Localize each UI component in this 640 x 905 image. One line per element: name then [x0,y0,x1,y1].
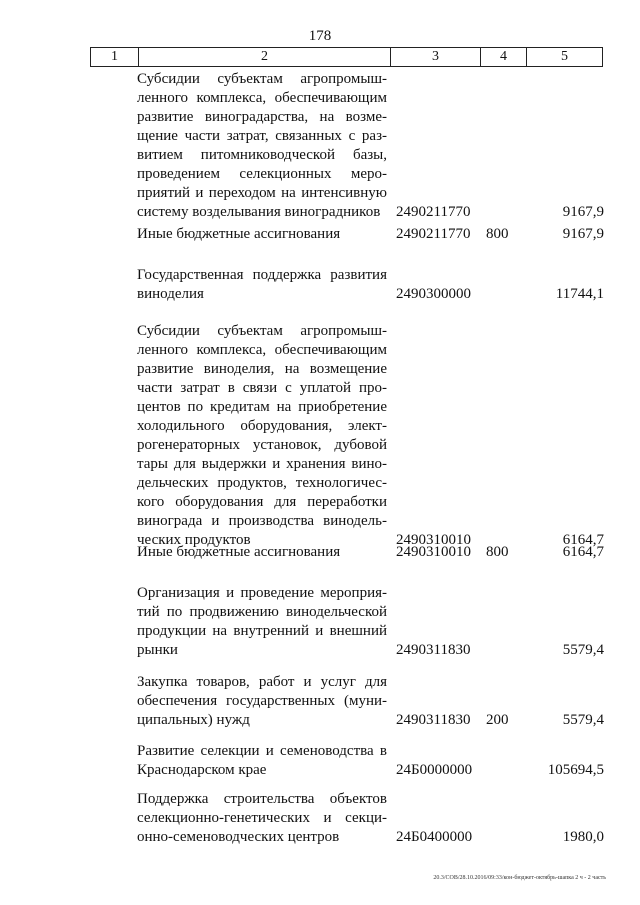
row-amount: 9167,9 [562,204,604,220]
row-description [137,225,387,244]
row-code: 2490300000 [396,286,471,302]
row-expense-type: 200 [486,712,509,728]
row-amount: 105694,5 [547,762,604,778]
row-description-line: развитие виноградарства, на возме- [137,109,387,125]
row-expense-type: 800 [486,226,509,242]
row-description-line: Государственная поддержка развития [137,267,387,283]
row-description [137,266,387,304]
row-code: 2490311830 [396,712,471,728]
row-description-line: виноделия [137,286,204,302]
row-description [137,790,387,847]
row-description-line: продукции на внутренний и внешний [137,623,387,639]
row-description [137,322,387,550]
row-code: 2490211770 [396,204,471,220]
row-amount: 6164,7 [562,532,604,548]
row-amount: 1980,0 [562,829,604,845]
row-description-line: Закупка товаров, работ и услуг для [137,674,387,690]
row-description [137,673,387,730]
row-code: 2490310010 [396,544,471,560]
row-code: 24Б0000000 [396,762,473,778]
row-description [137,543,387,562]
row-code: 24Б0400000 [396,829,473,845]
row-description-line: витием питомниководческой базы, [137,147,387,163]
row-description-line: щение части затрат, связанных с раз- [137,128,387,144]
row-description-line: центов по кредитам на приобретение [137,399,387,415]
row-description-line: рогенераторных установок, дубовой [137,437,387,453]
row-description-line: Краснодарском крае [137,762,267,778]
row-description-line: проведением селекционных меро- [137,166,387,182]
row-amount: 6164,7 [562,544,604,560]
row-description [137,584,387,660]
row-expense-type: 800 [486,544,509,560]
column-header-3: 3 [391,48,481,67]
row-description-line: ленного комплекса, обеспечивающим [137,90,387,106]
row-description-line: винограда и производства винодель- [137,513,387,529]
row-description-line: ленного комплекса, обеспечивающим [137,342,387,358]
row-description-line: развитие виноделия, на возмещение [137,361,387,377]
column-header-4: 4 [481,48,527,67]
column-header-2: 2 [139,48,391,67]
row-description-line: Субсидии субъектам агропромыш- [137,71,387,87]
row-description-line: Организация и проведение мероприя- [137,585,387,601]
row-description-line: селекционно-генетических и секци- [137,810,387,826]
row-description-line: тий по продвижению винодельческой [137,604,387,620]
row-description-line: приятий и переходом на интенсивную [137,185,387,201]
row-amount: 5579,4 [562,642,604,658]
row-amount: 5579,4 [562,712,604,728]
row-description-line: дельческих продуктов, технологичес- [137,475,387,491]
footer-file-note: 20.3/СОВ/28.10.2016/09:33/кон-бюджет-октябрь-шапка 2 ч - 2 часть [433,875,606,881]
row-description-line: обеспечения государственных (муни- [137,693,387,709]
row-code: 2490310010 [396,532,471,548]
row-description-line: Поддержка строительства объектов [137,791,387,807]
row-amount: 11744,1 [555,286,604,302]
row-amount: 9167,9 [562,226,604,242]
row-description-line: систему возделывания виноградников [137,204,381,220]
page-number: 178 [308,28,332,44]
row-description-line: онно-семеноводческих центров [137,829,340,845]
row-description-line: Иные бюджетные ассигнования [137,226,341,242]
column-header-row [90,47,603,67]
row-description-line: ческих продуктов [137,532,251,548]
row-description-line: Развитие селекции и семеноводства в [137,743,387,759]
row-description-line: тары для выдержки и хранения вино- [137,456,387,472]
row-description-line: Субсидии субъектам агропромыш- [137,323,387,339]
row-code: 2490311830 [396,642,471,658]
row-description-line: рынки [137,642,178,658]
row-description-line: части затрат в связи с уплатой про- [137,380,387,396]
column-header-1: 1 [91,48,139,67]
column-header-5: 5 [527,48,603,67]
row-code: 2490211770 [396,226,471,242]
row-description-line: Иные бюджетные ассигнования [137,544,341,560]
row-description-line: холодильного оборудования, элект- [137,418,387,434]
row-description [137,70,387,222]
row-description [137,742,387,780]
row-description-line: ципальных) нужд [137,712,250,728]
row-description-line: кого оборудования для переработки [137,494,387,510]
